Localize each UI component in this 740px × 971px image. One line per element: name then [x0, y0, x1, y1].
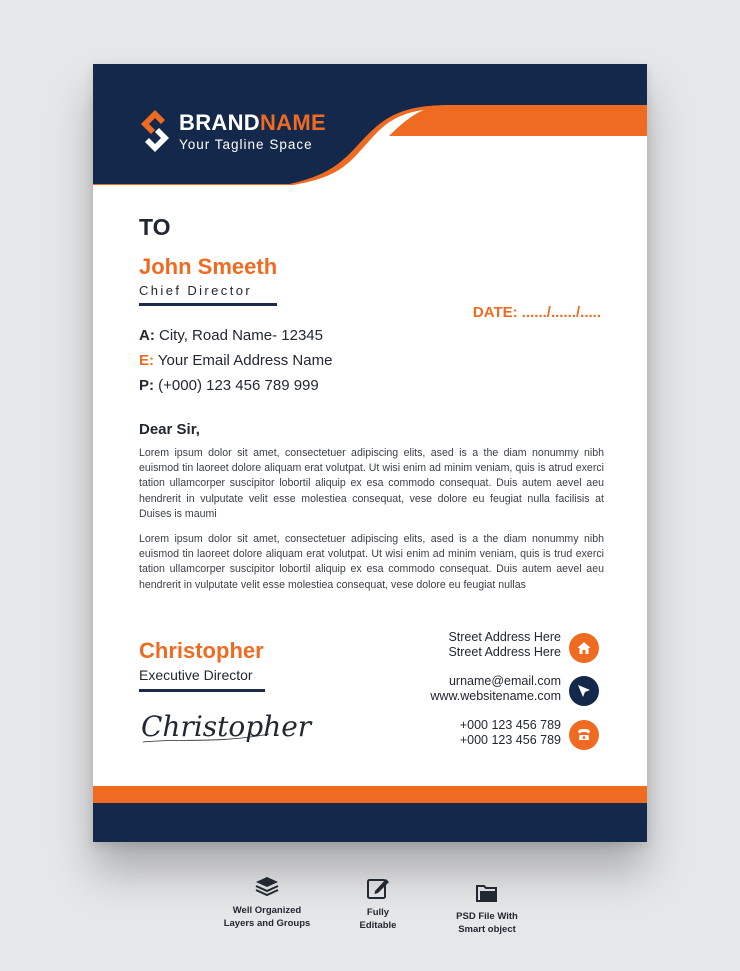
recipient-name: John Smeeth — [139, 254, 278, 279]
phone-line-2: +000 123 456 789 — [459, 733, 561, 747]
web-block — [430, 674, 561, 704]
contact-email-key: E: — [139, 352, 154, 369]
brand-primary: BRAND — [179, 110, 260, 135]
contact-address-key: A: — [139, 327, 155, 344]
folder-icon — [475, 882, 499, 904]
brand-name — [179, 110, 326, 136]
address-block — [448, 630, 561, 660]
address-line-1: Street Address Here — [448, 630, 561, 644]
body-paragraph-2: Lorem ipsum dolor sit amet, consectetuer adipiscing elits, ased is a the diam nonummy nibh euismod tin laoreet dolore aliquam erat volutpat. Ut wisi enim ad minim veniam, quis is trud exerci tation ullamcorper suscipitor lobortil aliquip ex esa commodo consequat. Duis autem aevel aeu hendrerit in vulputate velit esse molestiea consequat, vese dolore eu feugiat nullas — [139, 533, 604, 591]
edit-icon — [366, 876, 390, 900]
footer-band — [93, 784, 647, 842]
contact-address — [139, 327, 323, 344]
feature-psd-line1: PSD File With — [456, 911, 518, 922]
sender-underline — [139, 689, 265, 692]
email-address: urname@email.com — [448, 674, 561, 688]
feature-layers — [212, 876, 322, 930]
phone-line-1: +000 123 456 789 — [459, 718, 561, 732]
phone-block — [460, 718, 561, 748]
feature-editable-line2: Editable — [359, 920, 397, 931]
contact-address-value: City, Road Name- 12345 — [159, 327, 323, 344]
feature-layers-line2: Layers and Groups — [223, 918, 311, 929]
sender-name: Christopher — [139, 638, 264, 663]
salutation: Dear Sir, — [139, 421, 200, 438]
sender-title: Executive Director — [139, 667, 253, 683]
body-paragraph-1: Lorem ipsum dolor sit amet, consectetuer adipiscing elits, ased is a the diam nonummy nibh euismod tin laoreet dolore aliquam erat volutpat. Ut wisi enim ad minim veniam, quis is atrud exerci tation ullamcorper suscipitor lobortil aliquip ex esa commodo consequat. Duis autem aevel aeu hendrerit in vulputate velit esse molestiea consequat, vese dolore eu feugiat nulla facilisis at Duises is maumi — [139, 447, 604, 520]
website-address: www.websitename.com — [430, 689, 561, 703]
brand-logo-icon — [137, 108, 173, 154]
brand-secondary: NAME — [259, 110, 326, 135]
signature-text: Christopher — [141, 710, 312, 743]
layers-icon — [255, 876, 279, 898]
letterhead-page — [93, 64, 647, 842]
contact-email — [139, 352, 332, 369]
send-icon — [569, 676, 599, 706]
contact-phone — [139, 377, 319, 394]
to-label: TO — [139, 214, 171, 240]
feature-layers-line1: Well Organized — [232, 905, 302, 916]
feature-psd-line2: Smart object — [458, 924, 516, 935]
address-line-2: Street Address Here — [448, 645, 561, 659]
recipient-underline — [139, 303, 277, 306]
feature-editable — [338, 876, 418, 932]
home-icon — [569, 633, 599, 663]
recipient-title: Chief Director — [139, 283, 253, 298]
contact-phone-key: P: — [139, 377, 154, 394]
date-field: DATE: ....../....../..... — [472, 304, 601, 321]
brand-tagline: Your Tagline Space — [179, 137, 313, 152]
header-band — [93, 64, 647, 188]
contact-email-value: Your Email Address Name — [157, 352, 333, 369]
contact-phone-value: (+000) 123 456 789 999 — [158, 377, 319, 394]
feature-psd — [440, 882, 534, 936]
phone-icon — [569, 720, 599, 750]
feature-editable-line1: Fully — [366, 907, 390, 918]
signature — [137, 694, 312, 764]
